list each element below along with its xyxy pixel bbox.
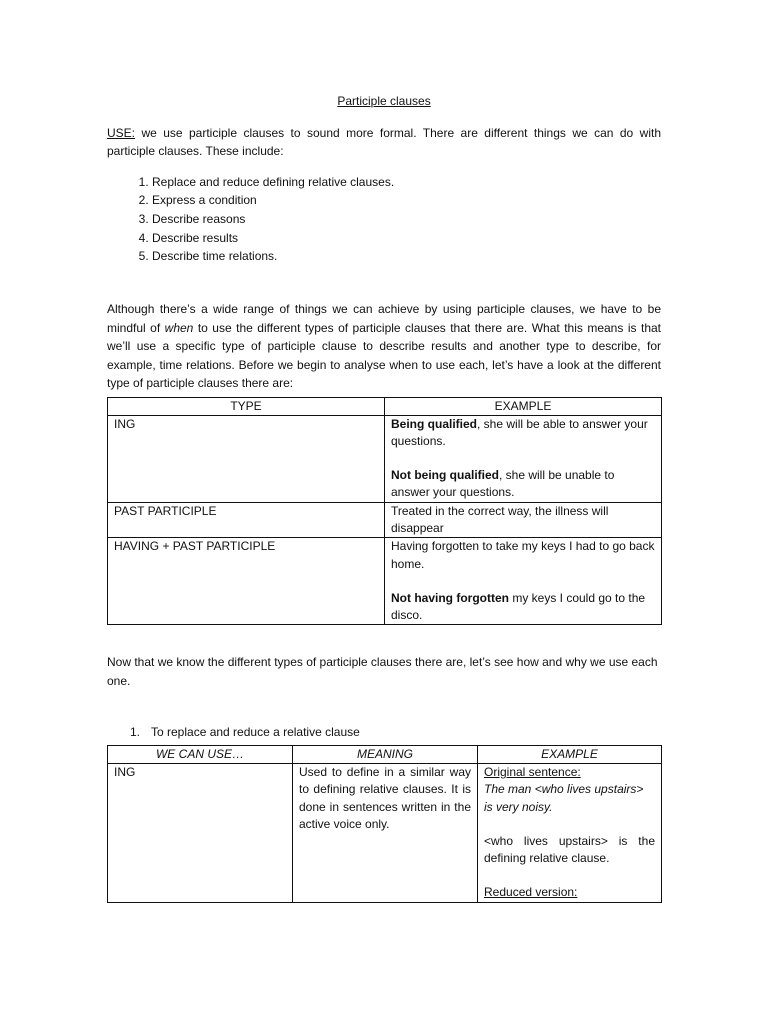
example-bold: Not having forgotten <box>391 590 509 605</box>
example-text: , she will be able to answer your questions. <box>391 416 648 448</box>
example-cell <box>385 415 662 502</box>
explanation-paragraph <box>107 300 661 393</box>
column-header-example: EXAMPLE <box>478 745 662 763</box>
example-text: Having forgotten to take my keys I had to go back home. <box>391 539 655 571</box>
intro-text: we use participle clauses to sound more formal. There are different things we can do with participle clauses. These include: <box>107 125 661 158</box>
transition-paragraph: Now that we know the different types of participle clauses there are, let’s see how and why we use each one. <box>107 655 658 688</box>
column-header-example: EXAMPLE <box>385 397 662 415</box>
list-item: 2. Express a condition <box>152 191 661 210</box>
table-header-row <box>108 397 662 415</box>
para2-text-2: to use the different types of participle clauses that there are. What this means is that we’ll use a specific type of participle clause to describe results and another type to describe, for example, time relations. Before we begin to analyse when to use each, let’s have a look at the different type of participle clauses there are: <box>107 320 661 391</box>
table-row <box>108 415 662 502</box>
example-cell <box>478 763 662 902</box>
example-cell <box>385 502 662 538</box>
example-text: my keys I could go to the disco. <box>391 590 646 623</box>
original-sentence-label: Original sentence: <box>484 764 581 779</box>
table-row <box>108 763 662 902</box>
meaning-cell: Used to define in a similar way to defining relative clauses. It is done in sentences written in the active voice only. <box>293 763 478 902</box>
use-cell: ING <box>108 763 293 902</box>
table-row <box>108 502 662 538</box>
list-item: 1. Replace and reduce defining relative clauses. <box>152 173 661 192</box>
para2-text-1: Although there’s a wide range of things we can achieve by using participle clauses, we have to be mindful of <box>107 302 661 335</box>
page-title: Participle clauses <box>337 94 431 108</box>
list-item: 3. Describe reasons <box>152 210 661 229</box>
types-table <box>107 397 662 626</box>
type-cell: PAST PARTICIPLE <box>108 502 385 538</box>
use-label: USE: <box>107 125 136 140</box>
list-item: 4. Describe results <box>152 229 661 248</box>
list-item: 5. Describe time relations. <box>152 247 661 266</box>
table-header-row <box>108 745 662 763</box>
use-table <box>107 745 662 903</box>
original-sentence: The man <who lives upstairs> is very noisy. <box>484 782 644 814</box>
example-bold: Being qualified <box>391 416 478 431</box>
section-heading-text: To replace and reduce a relative clause <box>151 725 360 740</box>
example-text: Treated in the correct way, the illness will disappear <box>391 503 609 535</box>
column-header-use: WE CAN USE… <box>108 745 293 763</box>
column-header-meaning: MEANING <box>293 745 478 763</box>
example-note: <who lives upstairs> is the defining relative clause. <box>484 833 655 866</box>
example-bold: Not being qualified <box>391 468 499 483</box>
para2-emphasis: when <box>164 320 194 335</box>
example-text: , she will be unable to answer your questions. <box>391 468 615 500</box>
example-cell <box>385 538 662 625</box>
section-heading <box>107 723 661 742</box>
type-cell: ING <box>108 415 385 502</box>
uses-list <box>107 173 661 267</box>
reduced-version-label: Reduced version: <box>484 885 578 900</box>
column-header-type: TYPE <box>108 397 385 415</box>
table-row <box>108 538 662 625</box>
document-page <box>107 92 661 903</box>
intro-paragraph <box>107 124 661 161</box>
section-number: 1. <box>130 725 141 740</box>
type-cell: HAVING + PAST PARTICIPLE <box>108 538 385 625</box>
